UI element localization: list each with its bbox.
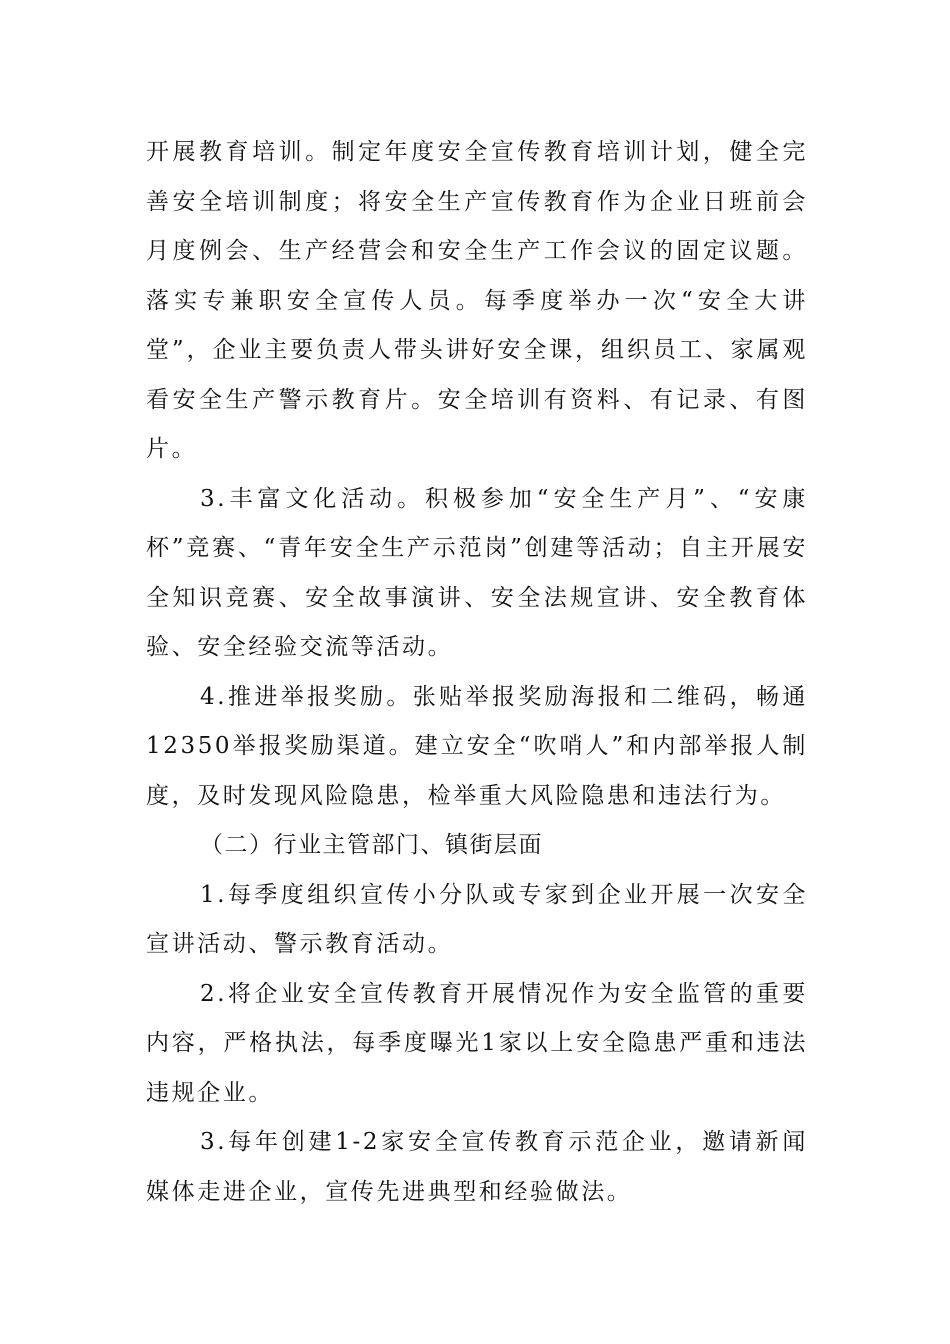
paragraph-culture-activities: 3.丰富文化活动。积极参加“安全生产月”、“安康杯”竞赛、“青年安全生产示范岗”创建等活动；自主开展安全知识竞赛、安全故事演讲、安全法规宣讲、安全教育体验、安全经验交流等活动。 bbox=[146, 485, 808, 660]
section-heading-industry-departments: （二）行业主管部门、镇街层面 bbox=[200, 832, 543, 858]
paragraph-report-rewards: 4.推进举报奖励。张贴举报奖励海报和二维码，畅通12350举报奖励渠道。建立安全“吹哨人”和内部举报人制度，及时发现风险隐患，检举重大风险隐患和违法行为。 bbox=[146, 683, 808, 809]
paragraph-item-3: 3.每年创建1-2家安全宣传教育示范企业，邀请新闻媒体走进企业，宣传先进典型和经验做法。 bbox=[146, 1129, 808, 1205]
document-body bbox=[146, 128, 808, 1217]
paragraph-item-1: 1.每季度组织宣传小分队或专家到企业开展一次安全宣讲活动、警示教育活动。 bbox=[146, 881, 808, 957]
paragraph-education-training: 开展教育培训。制定年度安全宣传教育培训计划，健全完善安全培训制度；将安全生产宣传教育作为企业日班前会月度例会、生产经营会和安全生产工作会议的固定议题。落实专兼职安全宣传人员。每季度举办一次“安全大讲堂”，企业主要负责人带头讲好安全课，组织员工、家属观看安全生产警示教育片。安全培训有资料、有记录、有图片。 bbox=[146, 139, 808, 462]
paragraph-item-2: 2.将企业安全宣传教育开展情况作为安全监管的重要内容，严格执法，每季度曝光1家以上安全隐患严重和违法违规企业。 bbox=[146, 980, 808, 1106]
